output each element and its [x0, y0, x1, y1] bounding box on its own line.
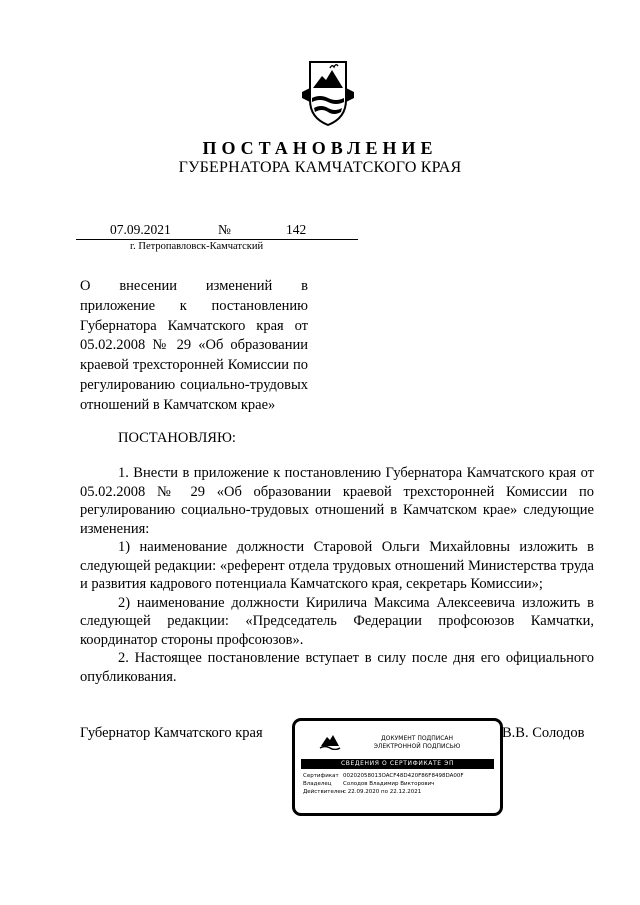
paragraph: 2. Настоящее постановление вступает в силу после дня его официального опубликования. — [80, 650, 594, 685]
signatory-position: Губернатор Камчатского края — [80, 725, 263, 741]
stamp-row-value: 00202058013OACF48D420F86F8498DA00F — [343, 773, 464, 779]
electronic-signature-stamp — [292, 718, 503, 816]
document-city: г. Петропавловск-Камчатский — [130, 241, 264, 252]
kamchatka-emblem-icon — [298, 58, 358, 128]
stamp-row-value: Солодов Владимир Викторович — [343, 781, 435, 787]
document-title: ПОСТАНОВЛЕНИЕ — [202, 138, 438, 158]
paragraph: 1. Внести в приложение к постановлению Губернатора Камчатского края от 05.02.2008 № 29 «Об образовании краевой трехсторонней Комиссии по регулированию социально-трудовых отношений в Камчатском крае» следующие изменения: — [80, 465, 594, 537]
document-number: 142 — [286, 222, 307, 237]
stamp-line-2: ЭЛЕКТРОННОЙ ПОДПИСЬЮ — [373, 743, 461, 750]
stamp-certificate-bar: СВЕДЕНИЯ О СЕРТИФИКАТЕ ЭП — [301, 759, 494, 769]
stamp-line-1: ДОКУМЕНТ ПОДПИСАН — [380, 735, 454, 742]
emblem-icon — [319, 732, 341, 750]
stamp-row-owner — [303, 780, 434, 788]
stamp-row-certificate — [303, 772, 464, 780]
document-body — [80, 464, 594, 686]
document-subject: О внесении изменений в приложение к постановлению Губернатора Камчатского края от 05.02.2008 № 29 «Об образовании краевой трехсторонней Комиссии по регулированию социально-трудовых отношений в Камчатском крае» — [80, 278, 308, 413]
paragraph: 2) наименование должности Кирилича Максима Алексеевича изложить в следующей редакции: «Председатель Федерации профсоюзов Камчатки, координатор стороны профсоюзов». — [80, 594, 594, 648]
resolve-heading: ПОСТАНОВЛЯЮ: — [118, 430, 236, 446]
paragraph: 1) наименование должности Старовой Ольги Михайловны изложить в следующей редакции: «референт отдела трудовых отношений Министерства труда и развития кадрового потенциала Камчатского края, секретарь Комиссии»; — [80, 539, 594, 592]
date-number-line — [76, 222, 358, 240]
stamp-row-value: с 22.09.2020 по 22.12.2021 — [343, 789, 422, 795]
document-date: 07.09.2021 — [110, 222, 171, 237]
stamp-row-validity — [303, 788, 421, 796]
document-issuer: ГУБЕРНАТОРА КАМЧАТСКОГО КРАЯ — [178, 159, 462, 176]
stamp-row-key: Действителен — [303, 789, 345, 795]
stamp-row-key: Владелец — [303, 781, 332, 787]
number-sign: № — [218, 222, 231, 237]
stamp-header — [347, 735, 487, 751]
signatory-name: В.В. Солодов — [502, 725, 585, 741]
stamp-row-key: Сертификат — [303, 773, 339, 779]
